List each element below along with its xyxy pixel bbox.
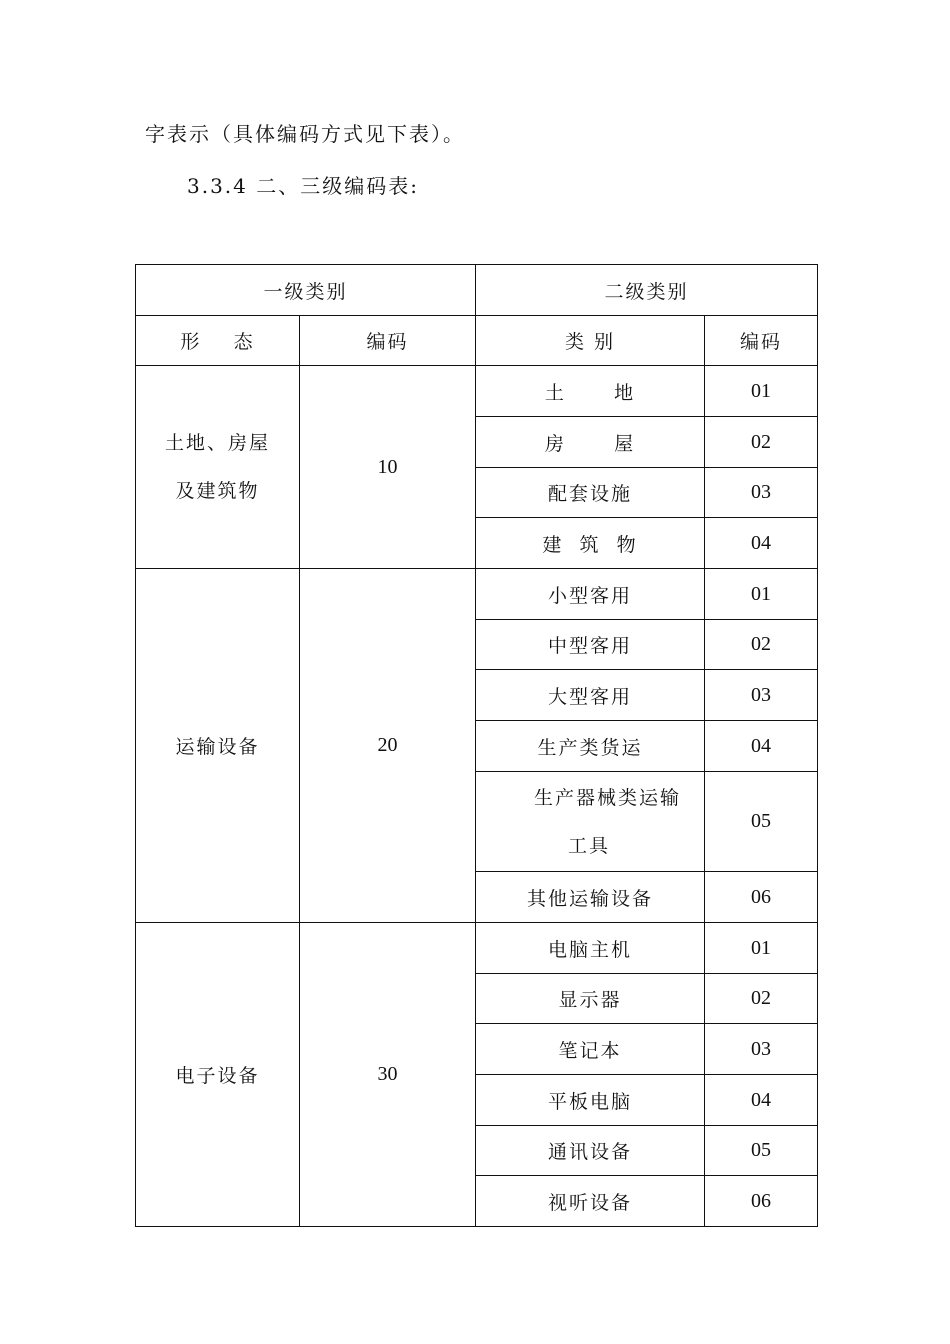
row-code: 05 <box>705 772 818 872</box>
row-code: 01 <box>705 569 818 620</box>
table-subheader-row <box>136 316 818 366</box>
group-code: 30 <box>300 923 476 1227</box>
section-title: 3.3.4 二、三级编码表: <box>187 174 419 198</box>
row-code: 02 <box>705 417 818 468</box>
coding-table <box>135 264 818 1227</box>
group-form <box>136 366 300 569</box>
row-category: 平板电脑 <box>476 1075 705 1126</box>
table-row <box>136 923 818 974</box>
row-category: 电脑主机 <box>476 923 705 974</box>
row-code: 01 <box>705 366 818 417</box>
row-category: 配套设施 <box>476 468 705 518</box>
row-category: 小型客用 <box>476 569 705 620</box>
row-code: 03 <box>705 468 818 518</box>
row-category: 通讯设备 <box>476 1126 705 1176</box>
row-code: 03 <box>705 670 818 721</box>
row-code: 05 <box>705 1126 818 1176</box>
group-code: 10 <box>300 366 476 569</box>
row-code: 04 <box>705 721 818 772</box>
table-row <box>136 366 818 417</box>
row-category: 笔记本 <box>476 1024 705 1075</box>
row-code: 04 <box>705 518 818 569</box>
row-category: 大型客用 <box>476 670 705 721</box>
col-code1: 编码 <box>300 316 476 366</box>
group-form-line: 及建筑物 <box>175 480 260 502</box>
header-level2: 二级类别 <box>476 265 818 316</box>
row-category: 显示器 <box>476 974 705 1024</box>
row-category <box>476 772 705 872</box>
row-category: 土 地 <box>476 366 705 417</box>
row-category: 视听设备 <box>476 1176 705 1227</box>
row-code: 06 <box>705 872 818 923</box>
group-form-line: 土地、房屋 <box>164 432 270 454</box>
row-category: 其他运输设备 <box>476 872 705 923</box>
row-code: 02 <box>705 620 818 670</box>
intro-line: 字表示（具体编码方式见下表）。 <box>145 122 465 146</box>
row-code: 06 <box>705 1176 818 1227</box>
row-category: 生产类货运 <box>476 721 705 772</box>
row-code: 03 <box>705 1024 818 1075</box>
row-category: 房 屋 <box>476 417 705 468</box>
group-code: 20 <box>300 569 476 923</box>
col-code2: 编码 <box>705 316 818 366</box>
col-form: 形 态 <box>136 316 300 366</box>
row-code: 04 <box>705 1075 818 1126</box>
row-category: 中型客用 <box>476 620 705 670</box>
col-category: 类 别 <box>476 316 705 366</box>
group-form: 电子设备 <box>136 923 300 1227</box>
row-category-line: 工具 <box>568 834 611 857</box>
table-header-row <box>136 265 818 316</box>
row-category-line: 生产器械类运输 <box>534 786 682 809</box>
table-row <box>136 569 818 620</box>
header-level1: 一级类别 <box>136 265 476 316</box>
row-code: 02 <box>705 974 818 1024</box>
row-category: 建 筑 物 <box>476 518 705 569</box>
group-form: 运输设备 <box>136 569 300 923</box>
row-code: 01 <box>705 923 818 974</box>
